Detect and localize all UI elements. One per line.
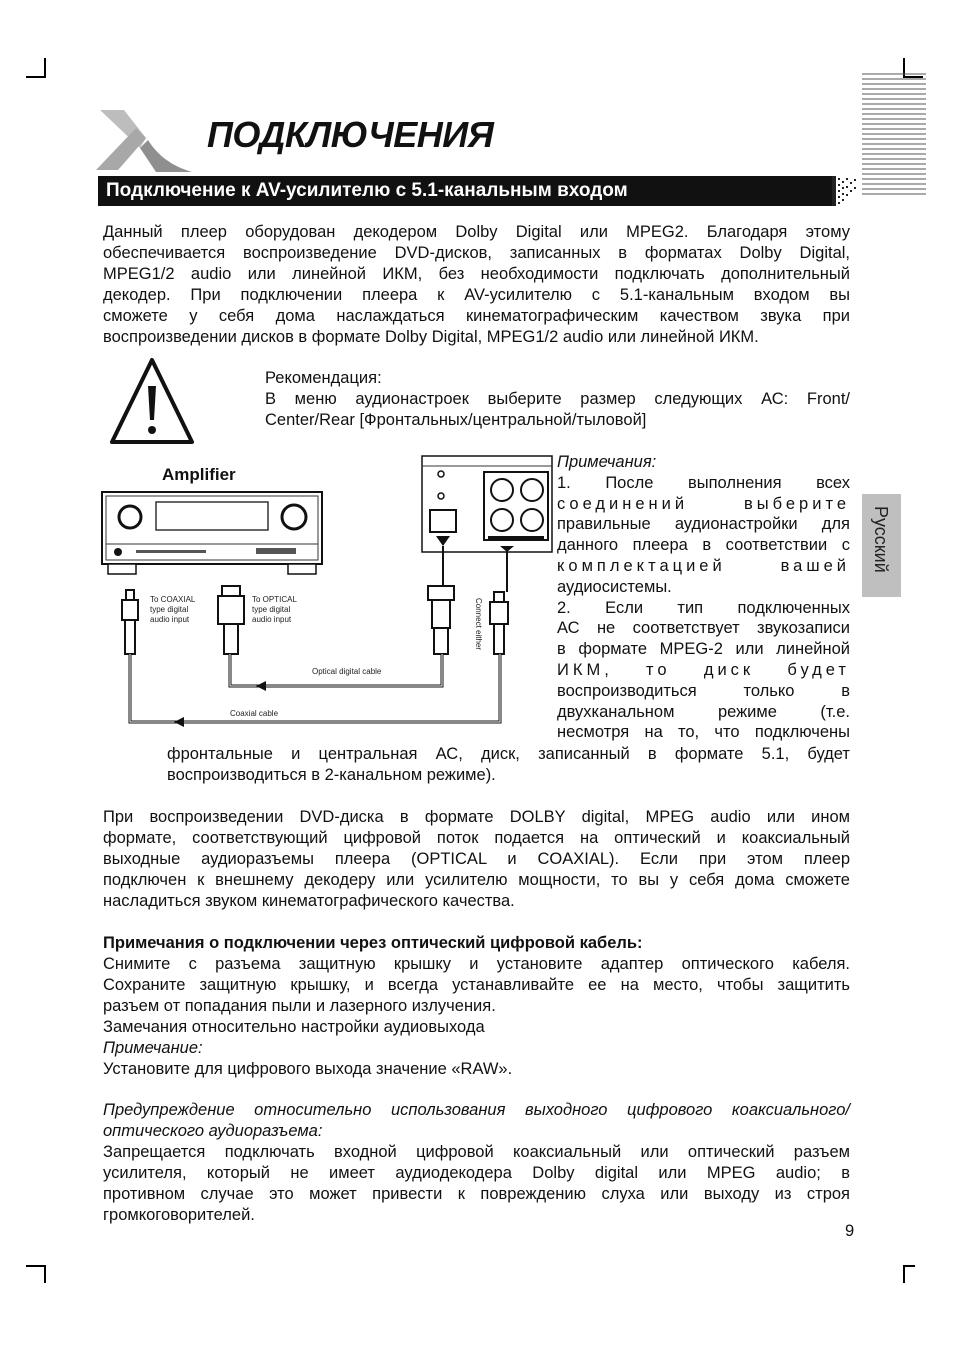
- text-line: ИКМ, то диск будет: [557, 660, 850, 679]
- text-line: Center/Rear [Фронтальных/центральной/тыловой]: [265, 411, 647, 429]
- crop-mark: [26, 76, 46, 78]
- text-line: MPEG1/2 audio или линейной ИКМ, без необходимости подключать дополнительный: [103, 265, 850, 283]
- text-line: сможете у себя дома наслаждаться кинематографическим качеством звука при: [103, 307, 850, 325]
- coaxial-plug-icon: [122, 590, 138, 654]
- connection-diagram: [96, 452, 556, 742]
- text-line: в формате MPEG-2 или линейной: [557, 640, 850, 659]
- x-logo-icon: [96, 108, 196, 174]
- coaxial-input-label: To COAXIAL type digital audio input: [150, 595, 196, 624]
- audio-setup-note: Замечания относительно настройки аудиовыхода: [103, 1018, 485, 1036]
- connect-either-label: Connect either: [474, 598, 483, 651]
- text-line: насладиться звуком кинематографического качества.: [103, 892, 515, 910]
- playback-paragraph: [103, 807, 850, 912]
- notes-tail: [167, 744, 850, 786]
- intro-paragraph: [103, 222, 850, 348]
- optical-input-label: To OPTICAL type digital audio input: [252, 595, 297, 624]
- text-line: комплектацией вашей: [557, 556, 850, 575]
- text-line: усилителя, который не имеет аудиодекодера Dolby digital или MPEG audio; в: [103, 1164, 850, 1182]
- optical-plug-icon: [218, 586, 244, 654]
- section-bar-fade: [832, 176, 860, 206]
- recommendation-label: Рекомендация:: [265, 369, 382, 387]
- raw-setting-text: Установите для цифрового выхода значение «RAW».: [103, 1060, 513, 1078]
- text-line: двухканальном режиме (т.е.: [557, 702, 850, 721]
- text-line: правильные аудионастройки для: [557, 515, 850, 534]
- text-line: противном случае это может привести к повреждению слуха или выходу из строя: [103, 1185, 850, 1203]
- text-line: фронтальные и центральная АС, диск, записанный в формате 5.1, будет: [167, 745, 850, 763]
- text-line: Данный плеер оборудован декодером Dolby Digital или MPEG2. Благодаря этому: [103, 223, 850, 241]
- text-line: аудиосистемы.: [557, 577, 672, 596]
- section-title: Подключение к AV-усилителю с 5.1-канальным входом: [106, 180, 628, 201]
- optical-notes-heading: Примечания о подключении через оптический цифровой кабель:: [103, 934, 643, 952]
- coaxial-cable-label: Coaxial cable: [230, 709, 279, 718]
- section-header: [98, 176, 836, 206]
- text-line: соединений выберите: [557, 494, 850, 513]
- text-line: данного плеера в соответствии с: [557, 536, 850, 555]
- player-panel-icon: [422, 456, 552, 552]
- text-line: АС не соответствует звукозаписи: [557, 619, 850, 638]
- language-tab-label: Русский: [871, 506, 891, 573]
- coaxial-plug-right-icon: [490, 592, 508, 654]
- text-line: При воспроизведении DVD-диска в формате DOLBY digital, MPEG audio или ином: [103, 808, 850, 826]
- note-label: Примечание:: [103, 1039, 203, 1057]
- optical-cable-label: Optical digital cable: [312, 667, 382, 676]
- text-line: подключен к внешнему декодеру или усилителю мощности, то вы у себя дома сможете: [103, 871, 850, 889]
- warning-triangle-icon: [108, 356, 196, 446]
- text-line: 2. Если тип подключенных: [557, 598, 850, 617]
- text-line: разъем от попадания пыли и лазерного излучения.: [103, 997, 496, 1015]
- text-line: громкоговорителей.: [103, 1206, 255, 1224]
- text-line: воспроизводиться только в: [557, 681, 850, 700]
- amplifier-label: Amplifier: [162, 465, 236, 484]
- text-line: воспроизведении дисков в формате Dolby Digital, MPEG1/2 audio или линейной ИКМ.: [103, 328, 759, 346]
- text-line: Запрещается подключать входной цифровой коаксиальный или оптический разъем: [103, 1143, 850, 1161]
- warning-heading-line: оптического аудиоразъема:: [103, 1122, 323, 1140]
- optical-notes: [103, 933, 850, 1080]
- page-title: ПОДКЛЮЧЕНИЯ: [207, 114, 494, 155]
- crop-mark: [903, 1265, 905, 1283]
- amplifier-icon: [102, 492, 322, 574]
- crop-mark: [26, 1265, 46, 1267]
- text-line: выходные аудиоразъемы плеера (OPTICAL и COAXIAL). Если при этом плеер: [103, 850, 850, 868]
- text-line: обеспечивается воспроизведение DVD-дисков, записанных в форматах Dolby Digital,: [103, 244, 850, 262]
- page-number: 9: [845, 1222, 855, 1240]
- text-line: формате, соответствующий цифровой поток подается на оптический и коаксиальный: [103, 829, 850, 847]
- notes-block: [557, 452, 850, 743]
- text-line: несмотря на то, что подключены: [557, 723, 850, 742]
- text-line: Снимите с разъема защитную крышку и установите адаптер оптического кабеля.: [103, 955, 850, 973]
- optical-plug-right-icon: [428, 586, 454, 654]
- warning-paragraph: [103, 1100, 850, 1226]
- crop-mark: [44, 1265, 46, 1283]
- notes-label: Примечания:: [557, 453, 657, 471]
- recommendation-block: [265, 368, 850, 431]
- text-line: Сохраните защитную крышку, и всегда устанавливайте ее на место, чтобы защитить: [103, 976, 850, 994]
- crop-mark: [44, 58, 46, 78]
- text-line: В меню аудионастроек выберите размер следующих АС: Front/: [265, 390, 850, 408]
- crop-mark: [903, 1265, 915, 1267]
- text-line: 1. После выполнения всех: [557, 473, 850, 492]
- text-line: воспроизводиться в 2-канальном режиме).: [167, 766, 496, 784]
- warning-heading-line: Предупреждение относительно использования выходного цифрового коаксиального/: [103, 1101, 850, 1119]
- text-line: декодер. При подключении плеера к AV-усилителю с 5.1-канальным входом вы: [103, 286, 850, 304]
- corner-stripes: [862, 72, 926, 200]
- language-tab: [862, 494, 901, 597]
